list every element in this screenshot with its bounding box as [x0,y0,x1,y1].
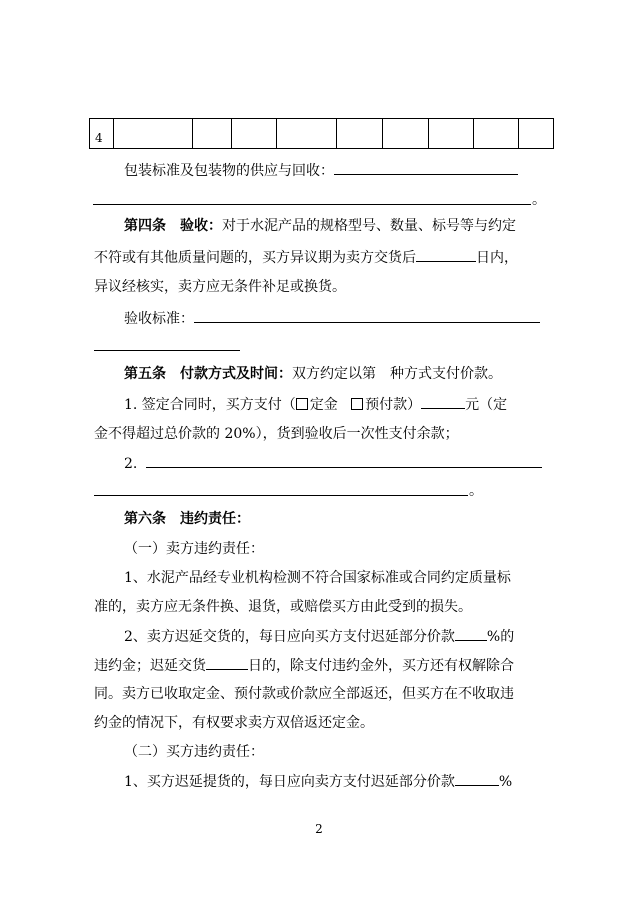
article5-item2 [124,453,542,474]
packaging-line [124,160,518,181]
article5-item1 [124,394,507,415]
article6-heading: 第六条 违约责任： [124,511,250,527]
late-delivery-days-blank [206,655,248,670]
seller-liability-heading: （一）卖方违约责任： [124,541,264,557]
acceptance-standard-blank-line2 [94,350,240,351]
acceptance-standard-line [124,308,540,329]
buyer-clause1-text: 1、买方迟延提货的，每日应向卖方支付迟延部分价款 [124,774,455,790]
payment-item2-number: 2. [124,456,138,472]
article4-line3: 异议经核实，卖方应无条件补足或换货。 [94,279,346,295]
payment-amount-blank [421,394,465,409]
article5-heading: 第五条 付款方式及时间： [124,366,292,382]
buyer-liability-heading: （二）买方违约责任： [124,744,264,760]
packaging-blank [334,160,518,175]
late-delivery-rate-blank [455,626,487,641]
article5-item1-cont: 金不得超过总价款的 20%），货到验收后一次性支付余款； [94,426,459,442]
payment-item1-unit: 元（定 [465,397,508,413]
table-cell-row-number: 4 [90,119,114,149]
acceptance-standard-label: 验收标准： [124,311,194,327]
buyer-clause1-line1 [124,771,512,792]
table-cell [114,119,193,149]
article4-text2b: 日内， [476,250,518,266]
article4-line2 [94,247,518,268]
payment-item2-blank [146,453,542,468]
deposit-checkbox[interactable] [296,398,308,410]
seller-clause2-text3: 日的，除支付违约金外，买方还有权解除合 [248,658,514,674]
article4-heading: 第四条 验收： [124,218,222,234]
seller-clause2-line2 [94,655,514,676]
seller-clause2-line1 [124,626,514,647]
seller-clause1-line2: 准的，卖方应无条件换、退货，或赔偿买方由此受到的损失。 [94,599,472,615]
prepayment-option-label: 预付款） [365,397,422,413]
payment-item1-text: 1. 签定合同时，买方支付（ [124,397,296,413]
article4-line1 [124,216,516,236]
article5-end-mark: 。 [469,483,483,499]
article5-text: 双方约定以第 种方式支付价款。 [292,366,502,382]
table-cell [429,119,474,149]
table-cell [277,119,337,149]
buyer-clause1-rate-unit: % [498,774,513,790]
page-number: 2 [315,822,323,836]
seller-clause2-line4: 约金的情况下，有权要求卖方双倍返还定金。 [94,715,374,731]
deposit-option-label: 定金 [309,397,338,413]
packaging-end-mark: 。 [532,192,546,208]
table-cell [519,119,554,149]
article5-line1 [124,364,502,384]
seller-clause1-line1: 1、水泥产品经专业机构检测不符合国家标准或合同约定质量标 [124,570,511,586]
table-cell [474,119,519,149]
packaging-blank-line2 [93,204,531,205]
table-cell [232,119,277,149]
article4-text1: 对于水泥产品的规格型号、数量、标号等与约定 [222,218,516,234]
table-cell [337,119,383,149]
table-cell [193,119,232,149]
acceptance-standard-blank [194,308,540,323]
table-row [90,119,554,149]
seller-clause2-line3: 同。卖方已收取定金、预付款或价款应全部返还，但买方在不收取违 [94,686,514,702]
packaging-label: 包装标准及包装物的供应与回收： [124,163,334,179]
seller-clause2-text2: 违约金；迟延交货 [94,658,206,674]
seller-clause2-rate-unit: %的 [486,629,515,645]
late-pickup-rate-blank [455,771,499,786]
seller-clause2-text: 2、卖方迟延交货的，每日应向买方支付迟延部分价款 [124,629,455,645]
objection-days-blank [416,247,476,262]
prepayment-checkbox[interactable] [351,398,363,410]
table-cell [383,119,429,149]
payment-item2-blank-line2 [94,495,468,496]
product-table [89,118,554,149]
article4-text2a: 不符或有其他质量问题的，买方异议期为卖方交货后 [94,250,416,266]
